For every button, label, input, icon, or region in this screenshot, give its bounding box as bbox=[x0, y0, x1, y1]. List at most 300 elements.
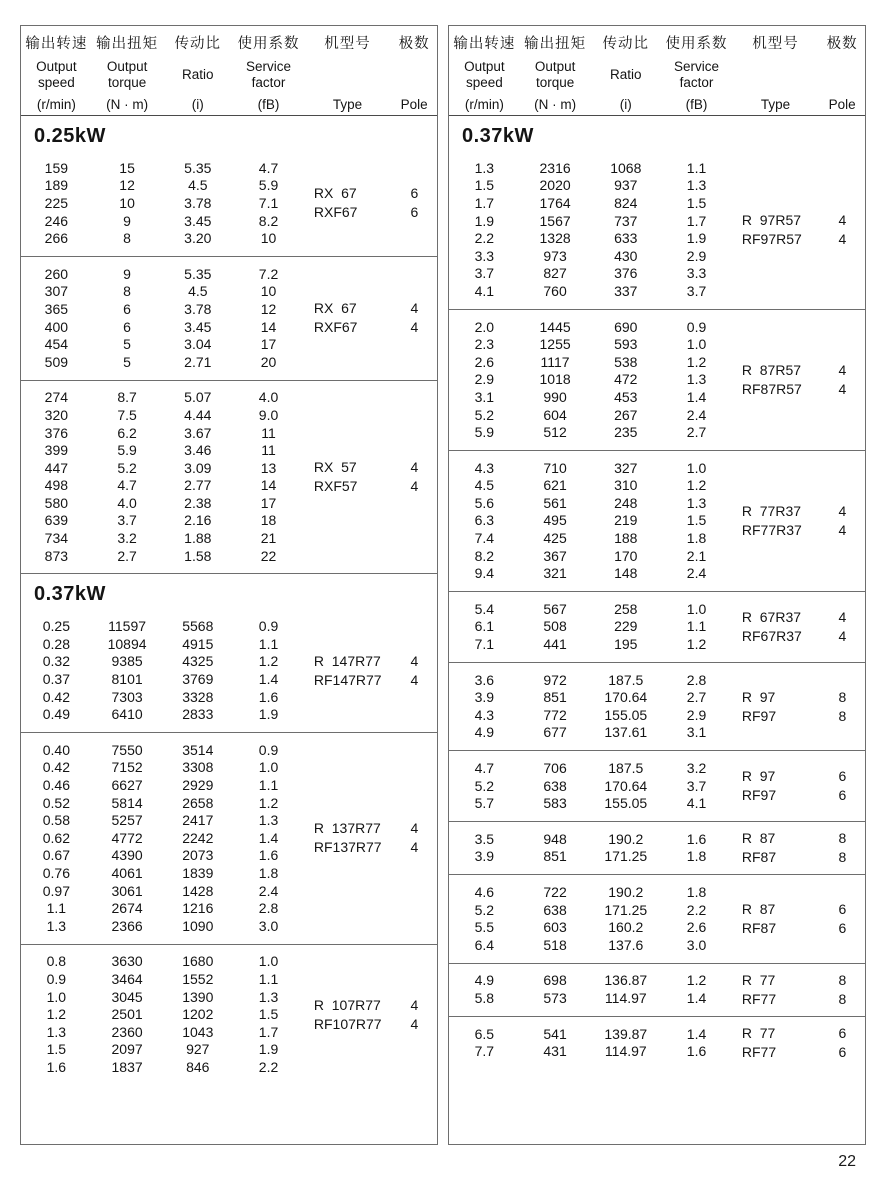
spec-group bbox=[449, 822, 865, 875]
cell-service-factor: 1.5 bbox=[686, 512, 707, 529]
group-rows bbox=[449, 159, 732, 300]
cell-output-speed: 4.6 bbox=[474, 883, 495, 900]
cell-output-torque: 367 bbox=[543, 547, 567, 564]
cell-output-torque: 3630 bbox=[111, 953, 143, 970]
cell-ratio: 235 bbox=[614, 424, 638, 441]
cell-output-speed: 6.1 bbox=[474, 618, 495, 635]
cell-output-torque: 7303 bbox=[111, 688, 143, 705]
header-unit: (N · m) bbox=[106, 97, 149, 112]
cell-ratio: 3.45 bbox=[184, 318, 212, 335]
type-line bbox=[304, 653, 437, 669]
cell-service-factor: 1.4 bbox=[686, 388, 707, 405]
cell-ratio: 453 bbox=[614, 388, 638, 405]
cell-ratio: 3.09 bbox=[184, 459, 212, 476]
cell-ratio: 160.2 bbox=[608, 919, 644, 936]
spec-group bbox=[449, 151, 865, 310]
cell-ratio: 2833 bbox=[182, 706, 214, 723]
table-row bbox=[449, 564, 732, 582]
group-rows bbox=[21, 265, 304, 371]
cell-output-torque: 851 bbox=[543, 848, 567, 865]
cell-output-torque: 5.2 bbox=[117, 459, 137, 476]
type-block bbox=[732, 671, 865, 741]
cell-ratio: 4.5 bbox=[188, 177, 208, 194]
cell-service-factor: 14 bbox=[260, 477, 277, 494]
header-unit: Type bbox=[760, 97, 791, 112]
cell-ratio: 2.38 bbox=[184, 494, 212, 511]
type-line bbox=[304, 478, 437, 494]
cell-ratio: 136.87 bbox=[604, 972, 648, 989]
table-row bbox=[449, 247, 732, 265]
cell-ratio: 267 bbox=[614, 406, 638, 423]
type-label: R 97 bbox=[741, 688, 776, 705]
table-row bbox=[449, 794, 732, 812]
table-row bbox=[449, 724, 732, 742]
cell-output-speed: 0.25 bbox=[42, 618, 70, 635]
cell-ratio: 3.67 bbox=[184, 424, 212, 441]
table-row bbox=[21, 477, 304, 495]
cell-output-torque: 2674 bbox=[111, 900, 143, 917]
cell-service-factor: 1.2 bbox=[686, 636, 707, 653]
type-label: R 87 bbox=[741, 900, 776, 917]
table-row bbox=[21, 970, 304, 988]
type-block bbox=[732, 159, 865, 300]
cell-service-factor: 1.8 bbox=[686, 848, 707, 865]
cell-ratio: 1.58 bbox=[184, 547, 212, 564]
cell-service-factor: 1.0 bbox=[258, 953, 279, 970]
cell-output-torque: 15 bbox=[119, 159, 135, 176]
pole-value: 4 bbox=[410, 652, 419, 669]
cell-ratio: 248 bbox=[614, 494, 638, 511]
cell-service-factor: 2.7 bbox=[686, 424, 707, 441]
group-rows bbox=[21, 741, 304, 935]
cell-service-factor: 10 bbox=[260, 230, 277, 247]
cell-service-factor: 1.3 bbox=[686, 371, 707, 388]
cell-service-factor: 1.2 bbox=[258, 794, 279, 811]
header-unit: (i) bbox=[619, 97, 632, 112]
header-label-zh: 输出扭矩 bbox=[524, 36, 587, 52]
pole-value: 6 bbox=[410, 185, 419, 202]
cell-service-factor: 7.2 bbox=[258, 265, 279, 282]
cell-output-speed: 8.2 bbox=[474, 547, 495, 564]
spec-group bbox=[449, 875, 865, 963]
cell-ratio: 171.25 bbox=[604, 901, 648, 918]
cell-output-speed: 3.3 bbox=[474, 247, 495, 264]
cell-output-speed: 3.6 bbox=[474, 671, 495, 688]
pole-value: 6 bbox=[838, 1024, 847, 1041]
cell-output-speed: 4.3 bbox=[474, 459, 495, 476]
cell-service-factor: 1.1 bbox=[258, 635, 279, 652]
cell-output-speed: 1.7 bbox=[474, 194, 495, 211]
cell-ratio: 170 bbox=[614, 547, 638, 564]
cell-output-torque: 5.9 bbox=[117, 442, 137, 459]
cell-service-factor: 1.6 bbox=[258, 688, 279, 705]
cell-service-factor: 0.9 bbox=[686, 318, 707, 335]
cell-output-torque: 6 bbox=[123, 300, 131, 317]
cell-output-torque: 4.7 bbox=[117, 477, 137, 494]
cell-output-speed: 0.9 bbox=[46, 970, 67, 987]
cell-output-torque: 5257 bbox=[111, 812, 143, 829]
cell-output-speed: 225 bbox=[44, 194, 69, 211]
header-label-en: Output torque bbox=[534, 58, 576, 90]
cell-output-torque: 1567 bbox=[539, 212, 571, 229]
cell-ratio: 4.44 bbox=[184, 406, 212, 423]
header-column bbox=[520, 32, 591, 112]
cell-output-torque: 1018 bbox=[539, 371, 571, 388]
table-row bbox=[21, 265, 304, 283]
table-row bbox=[21, 1005, 304, 1023]
table-row bbox=[21, 794, 304, 812]
cell-service-factor: 1.6 bbox=[686, 830, 707, 847]
cell-output-speed: 5.2 bbox=[474, 901, 495, 918]
table-row bbox=[449, 529, 732, 547]
cell-output-speed: 189 bbox=[44, 177, 69, 194]
pole-value: 4 bbox=[838, 608, 847, 625]
cell-ratio: 170.64 bbox=[604, 689, 648, 706]
cell-output-speed: 6.3 bbox=[474, 512, 495, 529]
cell-ratio: 190.2 bbox=[608, 883, 644, 900]
table-row bbox=[21, 670, 304, 688]
cell-output-speed: 734 bbox=[44, 530, 69, 547]
cell-output-torque: 706 bbox=[543, 760, 567, 777]
cell-service-factor: 9.0 bbox=[258, 406, 279, 423]
header-label-zh: 机型号 bbox=[324, 36, 371, 52]
cell-service-factor: 3.7 bbox=[686, 282, 707, 299]
type-label: RF137R77 bbox=[313, 839, 382, 856]
cell-output-torque: 827 bbox=[543, 265, 567, 282]
type-label: R 147R77 bbox=[313, 652, 381, 669]
header-column bbox=[92, 32, 163, 112]
cell-ratio: 376 bbox=[614, 265, 638, 282]
type-line bbox=[732, 768, 865, 784]
cell-ratio: 846 bbox=[186, 1058, 210, 1075]
cell-service-factor: 3.2 bbox=[686, 760, 707, 777]
spec-group bbox=[21, 151, 437, 257]
pole-value: 6 bbox=[838, 900, 847, 917]
cell-ratio: 148 bbox=[614, 565, 638, 582]
table-row bbox=[21, 776, 304, 794]
cell-service-factor: 4.0 bbox=[258, 389, 279, 406]
table-row bbox=[21, 512, 304, 530]
cell-output-torque: 508 bbox=[543, 618, 567, 635]
type-line bbox=[304, 672, 437, 688]
table-row bbox=[21, 212, 304, 230]
cell-output-speed: 1.3 bbox=[474, 159, 495, 176]
type-label: RXF67 bbox=[313, 204, 358, 221]
cell-output-torque: 9 bbox=[123, 212, 131, 229]
cell-service-factor: 4.7 bbox=[258, 159, 279, 176]
table-row bbox=[21, 864, 304, 882]
cell-output-torque: 2366 bbox=[111, 917, 143, 934]
type-line bbox=[732, 920, 865, 936]
cell-ratio: 4.5 bbox=[188, 283, 208, 300]
pole-value: 8 bbox=[838, 971, 847, 988]
table-row bbox=[21, 229, 304, 247]
pole-value: 4 bbox=[838, 211, 847, 228]
cell-output-speed: 9.4 bbox=[474, 565, 495, 582]
pole-value: 4 bbox=[838, 627, 847, 644]
table-row bbox=[21, 406, 304, 424]
type-line bbox=[732, 381, 865, 397]
table-row bbox=[21, 653, 304, 671]
cell-service-factor: 8.2 bbox=[258, 212, 279, 229]
cell-service-factor: 4.1 bbox=[686, 795, 707, 812]
table-row bbox=[21, 953, 304, 971]
pole-value: 4 bbox=[410, 820, 419, 837]
cell-service-factor: 0.9 bbox=[258, 618, 279, 635]
cell-output-speed: 2.2 bbox=[474, 230, 495, 247]
header-unit: (r/min) bbox=[464, 97, 504, 112]
pole-value: 4 bbox=[410, 1015, 419, 1032]
table-row bbox=[449, 1025, 732, 1043]
cell-output-torque: 2316 bbox=[539, 159, 571, 176]
table-row bbox=[21, 318, 304, 336]
cell-service-factor: 1.3 bbox=[686, 177, 707, 194]
table-row bbox=[449, 972, 732, 990]
cell-ratio: 195 bbox=[614, 636, 638, 653]
cell-output-speed: 246 bbox=[44, 212, 69, 229]
type-line bbox=[304, 839, 437, 855]
cell-output-speed: 266 bbox=[44, 230, 69, 247]
cell-service-factor: 22 bbox=[260, 547, 277, 564]
pole-value: 4 bbox=[838, 502, 847, 519]
spec-group bbox=[21, 381, 437, 575]
cell-service-factor: 0.9 bbox=[258, 741, 279, 758]
cell-output-speed: 6.4 bbox=[474, 936, 495, 953]
cell-service-factor: 1.8 bbox=[258, 864, 279, 881]
cell-ratio: 472 bbox=[614, 371, 638, 388]
group-rows bbox=[449, 759, 732, 812]
cell-output-speed: 6.5 bbox=[474, 1025, 495, 1042]
type-label: RF97R57 bbox=[741, 230, 802, 247]
page-number: 22 bbox=[838, 1153, 856, 1170]
header-column bbox=[661, 32, 732, 112]
pole-value: 6 bbox=[838, 1043, 847, 1060]
cell-service-factor: 17 bbox=[260, 494, 277, 511]
table-row bbox=[449, 918, 732, 936]
pole-value: 8 bbox=[838, 990, 847, 1007]
cell-service-factor: 20 bbox=[260, 353, 277, 370]
spec-table-left bbox=[20, 25, 438, 1145]
cell-output-torque: 603 bbox=[543, 919, 567, 936]
table-row bbox=[21, 635, 304, 653]
group-rows bbox=[21, 953, 304, 1076]
type-block bbox=[304, 265, 437, 371]
cell-output-torque: 972 bbox=[543, 671, 567, 688]
header-column bbox=[391, 32, 437, 112]
cell-ratio: 3308 bbox=[182, 759, 214, 776]
cell-ratio: 170.64 bbox=[604, 777, 648, 794]
header-unit: (fB) bbox=[685, 97, 708, 112]
spec-group bbox=[449, 1017, 865, 1069]
cell-service-factor: 13 bbox=[260, 459, 277, 476]
type-line bbox=[732, 901, 865, 917]
type-block bbox=[732, 830, 865, 865]
type-block bbox=[732, 759, 865, 812]
table-body-left bbox=[21, 116, 437, 1085]
type-label: RF87R57 bbox=[741, 380, 802, 397]
pole-value: 4 bbox=[838, 361, 847, 378]
cell-output-torque: 4061 bbox=[111, 864, 143, 881]
pole-value: 6 bbox=[838, 919, 847, 936]
cell-output-speed: 4.3 bbox=[474, 706, 495, 723]
pole-value: 4 bbox=[410, 839, 419, 856]
pole-value: 8 bbox=[838, 830, 847, 847]
header-label-en: Service factor bbox=[246, 58, 292, 90]
cell-output-torque: 2.7 bbox=[117, 547, 137, 564]
table-row bbox=[449, 159, 732, 177]
cell-output-torque: 710 bbox=[543, 459, 567, 476]
table-header bbox=[21, 26, 437, 116]
cell-service-factor: 2.6 bbox=[686, 919, 707, 936]
header-label-zh: 极数 bbox=[826, 36, 858, 52]
cell-ratio: 219 bbox=[614, 512, 638, 529]
cell-output-speed: 0.62 bbox=[42, 829, 70, 846]
cell-output-speed: 4.7 bbox=[474, 760, 495, 777]
cell-output-torque: 3.2 bbox=[117, 530, 137, 547]
cell-ratio: 2.16 bbox=[184, 512, 212, 529]
cell-service-factor: 1.2 bbox=[258, 653, 279, 670]
table-row bbox=[21, 705, 304, 723]
type-line bbox=[304, 185, 437, 201]
cell-ratio: 187.5 bbox=[608, 760, 644, 777]
type-block bbox=[304, 741, 437, 935]
cell-output-speed: 1.3 bbox=[46, 1023, 67, 1040]
type-line bbox=[304, 1016, 437, 1032]
cell-ratio: 430 bbox=[614, 247, 638, 264]
cell-service-factor: 1.1 bbox=[258, 777, 279, 794]
table-header bbox=[449, 26, 865, 116]
cell-service-factor: 12 bbox=[260, 300, 277, 317]
table-row bbox=[21, 459, 304, 477]
header-unit: Pole bbox=[828, 97, 856, 112]
header-label-en: Output speed bbox=[36, 58, 77, 90]
cell-ratio: 538 bbox=[614, 353, 638, 370]
cell-service-factor: 1.2 bbox=[686, 477, 707, 494]
cell-output-torque: 8101 bbox=[111, 671, 143, 688]
header-label-en: Output speed bbox=[464, 58, 505, 90]
group-rows bbox=[449, 830, 732, 865]
cell-output-speed: 0.42 bbox=[42, 759, 70, 776]
cell-ratio: 337 bbox=[614, 282, 638, 299]
cell-output-speed: 5.2 bbox=[474, 406, 495, 423]
cell-output-torque: 5 bbox=[123, 336, 131, 353]
cell-service-factor: 1.8 bbox=[686, 530, 707, 547]
type-label: R 77 bbox=[741, 1024, 776, 1041]
header-label-en: Ratio bbox=[182, 66, 214, 82]
table-row bbox=[449, 1042, 732, 1060]
header-unit: (N · m) bbox=[534, 97, 577, 112]
table-row bbox=[449, 901, 732, 919]
cell-output-torque: 6.2 bbox=[117, 424, 137, 441]
pole-value: 4 bbox=[410, 300, 419, 317]
header-column bbox=[449, 32, 520, 112]
cell-ratio: 114.97 bbox=[604, 1043, 647, 1060]
cell-ratio: 1216 bbox=[182, 900, 214, 917]
cell-output-speed: 320 bbox=[44, 406, 69, 423]
type-label: R 67R37 bbox=[741, 608, 802, 625]
cell-ratio: 1.88 bbox=[184, 530, 212, 547]
spec-group bbox=[449, 663, 865, 751]
cell-ratio: 3.78 bbox=[184, 300, 212, 317]
cell-ratio: 1390 bbox=[182, 988, 214, 1005]
cell-service-factor: 2.8 bbox=[686, 671, 707, 688]
pole-value: 4 bbox=[410, 671, 419, 688]
pole-value: 4 bbox=[838, 380, 847, 397]
cell-ratio: 3769 bbox=[182, 671, 214, 688]
group-rows bbox=[21, 617, 304, 723]
cell-output-torque: 9385 bbox=[111, 653, 143, 670]
cell-service-factor: 1.3 bbox=[258, 988, 279, 1005]
type-label: RF77 bbox=[741, 1043, 777, 1060]
cell-output-torque: 990 bbox=[543, 388, 567, 405]
header-label-en: Service factor bbox=[674, 58, 720, 90]
type-line bbox=[732, 849, 865, 865]
cell-service-factor: 1.4 bbox=[686, 989, 707, 1006]
cell-output-speed: 5.2 bbox=[474, 777, 495, 794]
cell-output-torque: 973 bbox=[543, 247, 567, 264]
type-label: R 77 bbox=[741, 971, 776, 988]
pole-value: 6 bbox=[838, 787, 847, 804]
type-block bbox=[304, 953, 437, 1076]
group-rows bbox=[449, 318, 732, 441]
header-label-en: Ratio bbox=[610, 66, 642, 82]
type-line bbox=[732, 362, 865, 378]
cell-service-factor: 1.1 bbox=[686, 618, 707, 635]
cell-ratio: 2.71 bbox=[184, 353, 212, 370]
spec-group bbox=[449, 592, 865, 663]
table-row bbox=[449, 618, 732, 636]
cell-service-factor: 2.1 bbox=[686, 547, 707, 564]
cell-output-torque: 2020 bbox=[539, 177, 571, 194]
table-row bbox=[449, 212, 732, 230]
cell-output-speed: 454 bbox=[44, 336, 69, 353]
type-label: RX 67 bbox=[313, 185, 357, 202]
type-label: RF147R77 bbox=[313, 671, 382, 688]
table-row bbox=[449, 406, 732, 424]
cell-ratio: 633 bbox=[614, 230, 638, 247]
cell-service-factor: 2.2 bbox=[258, 1058, 279, 1075]
header-label-zh: 传动比 bbox=[602, 36, 650, 52]
cell-ratio: 1043 bbox=[182, 1023, 214, 1040]
table-row bbox=[21, 494, 304, 512]
cell-output-speed: 580 bbox=[44, 494, 69, 511]
cell-output-speed: 5.9 bbox=[474, 424, 495, 441]
table-row bbox=[21, 194, 304, 212]
cell-output-torque: 2360 bbox=[111, 1023, 143, 1040]
cell-ratio: 1680 bbox=[182, 953, 214, 970]
cell-output-speed: 0.28 bbox=[42, 635, 70, 652]
cell-service-factor: 17 bbox=[260, 336, 277, 353]
cell-output-torque: 512 bbox=[543, 424, 567, 441]
group-rows bbox=[21, 389, 304, 565]
cell-output-speed: 0.76 bbox=[42, 864, 70, 881]
type-block bbox=[732, 459, 865, 582]
cell-service-factor: 2.4 bbox=[258, 882, 279, 899]
type-label: RF67R37 bbox=[741, 627, 802, 644]
type-block bbox=[732, 883, 865, 953]
cell-ratio: 5568 bbox=[182, 618, 214, 635]
cell-ratio: 5.35 bbox=[184, 159, 212, 176]
header-unit: (i) bbox=[191, 97, 204, 112]
type-line bbox=[732, 503, 865, 519]
cell-output-speed: 307 bbox=[44, 283, 69, 300]
cell-output-torque: 3.7 bbox=[117, 512, 137, 529]
cell-output-torque: 6627 bbox=[111, 777, 143, 794]
cell-output-torque: 1445 bbox=[539, 318, 571, 335]
cell-output-speed: 5.7 bbox=[474, 795, 495, 812]
cell-output-torque: 604 bbox=[543, 406, 567, 423]
type-block bbox=[304, 389, 437, 565]
